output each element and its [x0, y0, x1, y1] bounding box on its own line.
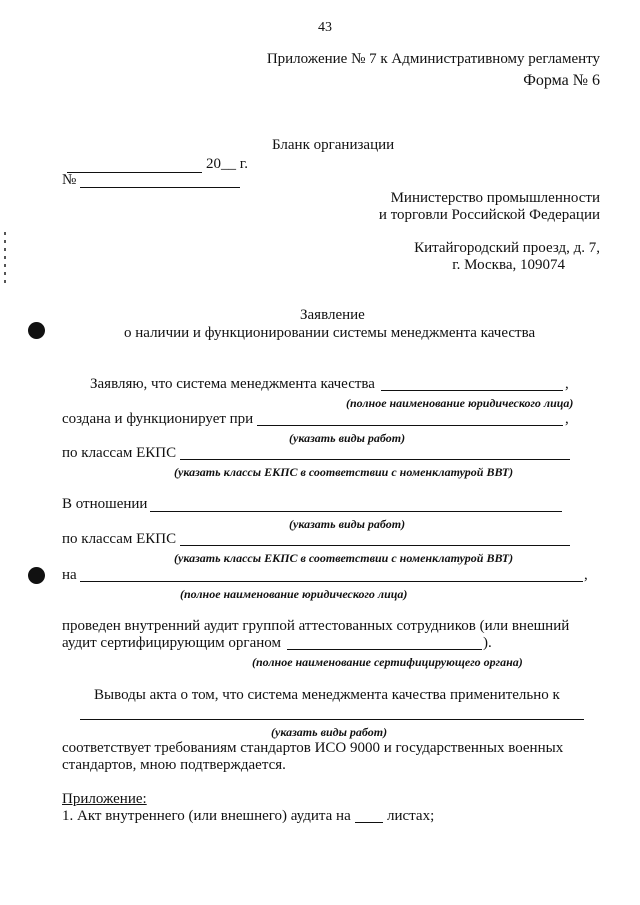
comma: ,	[565, 411, 569, 427]
attachment-item-1: 1. Акт внутреннего (или внешнего) аудита на	[62, 808, 351, 824]
audit-text-1: проведен внутренний аудит группой аттестованных сотрудников (или внешний	[62, 618, 570, 634]
edge-mark	[4, 232, 6, 235]
number-sign: №	[62, 172, 77, 188]
created-text: создана и функционирует при	[62, 411, 254, 427]
declare-text: Заявляю, что система менеджмента качества	[90, 376, 375, 392]
attachment-heading: Приложение:	[62, 791, 147, 807]
cert-body-hint: (полное наименование сертифицирующего органа)	[252, 655, 523, 669]
work-types-line	[257, 425, 563, 426]
date-year: 20__ г.	[206, 156, 248, 172]
audit-text-end: ).	[483, 635, 492, 651]
classes-line-2	[180, 545, 570, 546]
edge-mark	[4, 280, 6, 283]
org-name-hint: (полное наименование юридического лица)	[346, 396, 574, 410]
work-types-hint: (указать виды работ)	[289, 431, 406, 445]
comma: ,	[584, 567, 588, 583]
document-title: Заявление	[300, 307, 365, 323]
form-number: Форма № 6	[523, 72, 600, 89]
conclusions-hint: (указать виды работ)	[271, 725, 388, 739]
attachment-item-1-suffix: листах;	[387, 808, 435, 824]
regarding-text: В отношении	[62, 496, 148, 512]
addressee-line1: Министерство промышленности	[390, 190, 600, 206]
classes-text: по классам ЕКПС	[62, 445, 177, 461]
on-line	[80, 581, 583, 582]
addressee-line2: и торговли Российской Федерации	[378, 207, 600, 223]
conclusions-line	[80, 719, 584, 720]
document-subtitle: о наличии и функционировании системы менеджмента качества	[124, 325, 536, 341]
regarding-line	[150, 511, 562, 512]
on-text: на	[62, 567, 77, 583]
conform-text-2: стандартов, мною подтверждается.	[62, 757, 286, 773]
audit-text-2: аудит сертифицирующим органом	[62, 635, 281, 651]
classes-hint: (указать классы ЕКПС в соответствии с номенклатурой ВВТ)	[174, 465, 514, 479]
number-line	[80, 187, 240, 188]
edge-mark	[4, 240, 6, 243]
regarding-hint: (указать виды работ)	[289, 517, 406, 531]
org-name-line	[381, 390, 563, 391]
conform-text-1: соответствует требованиям стандартов ИСО 9000 и государственных военных	[62, 740, 564, 756]
edge-mark	[4, 248, 6, 251]
cert-body-line	[287, 649, 482, 650]
address-line1: Китайгородский проезд, д. 7,	[414, 240, 600, 256]
conclusions-text: Выводы акта о том, что система менеджмента качества применительно к	[94, 687, 560, 703]
edge-mark	[4, 256, 6, 259]
blank-label: Бланк организации	[272, 137, 395, 153]
edge-mark	[4, 264, 6, 267]
comma: ,	[565, 376, 569, 392]
punch-hole	[28, 322, 45, 339]
page-number: 43	[318, 20, 332, 35]
punch-hole	[28, 567, 45, 584]
classes-text-2: по классам ЕКПС	[62, 531, 177, 547]
classes-hint-2: (указать классы ЕКПС в соответствии с номенклатурой ВВТ)	[174, 551, 514, 565]
address-line2: г. Москва, 109074	[452, 257, 565, 273]
on-hint: (полное наименование юридического лица)	[180, 587, 408, 601]
date-line	[67, 172, 202, 173]
appendix-reference: Приложение № 7 к Административному регламенту	[266, 51, 600, 67]
classes-line	[180, 459, 570, 460]
sheets-count-line	[355, 822, 383, 823]
edge-mark	[4, 272, 6, 275]
